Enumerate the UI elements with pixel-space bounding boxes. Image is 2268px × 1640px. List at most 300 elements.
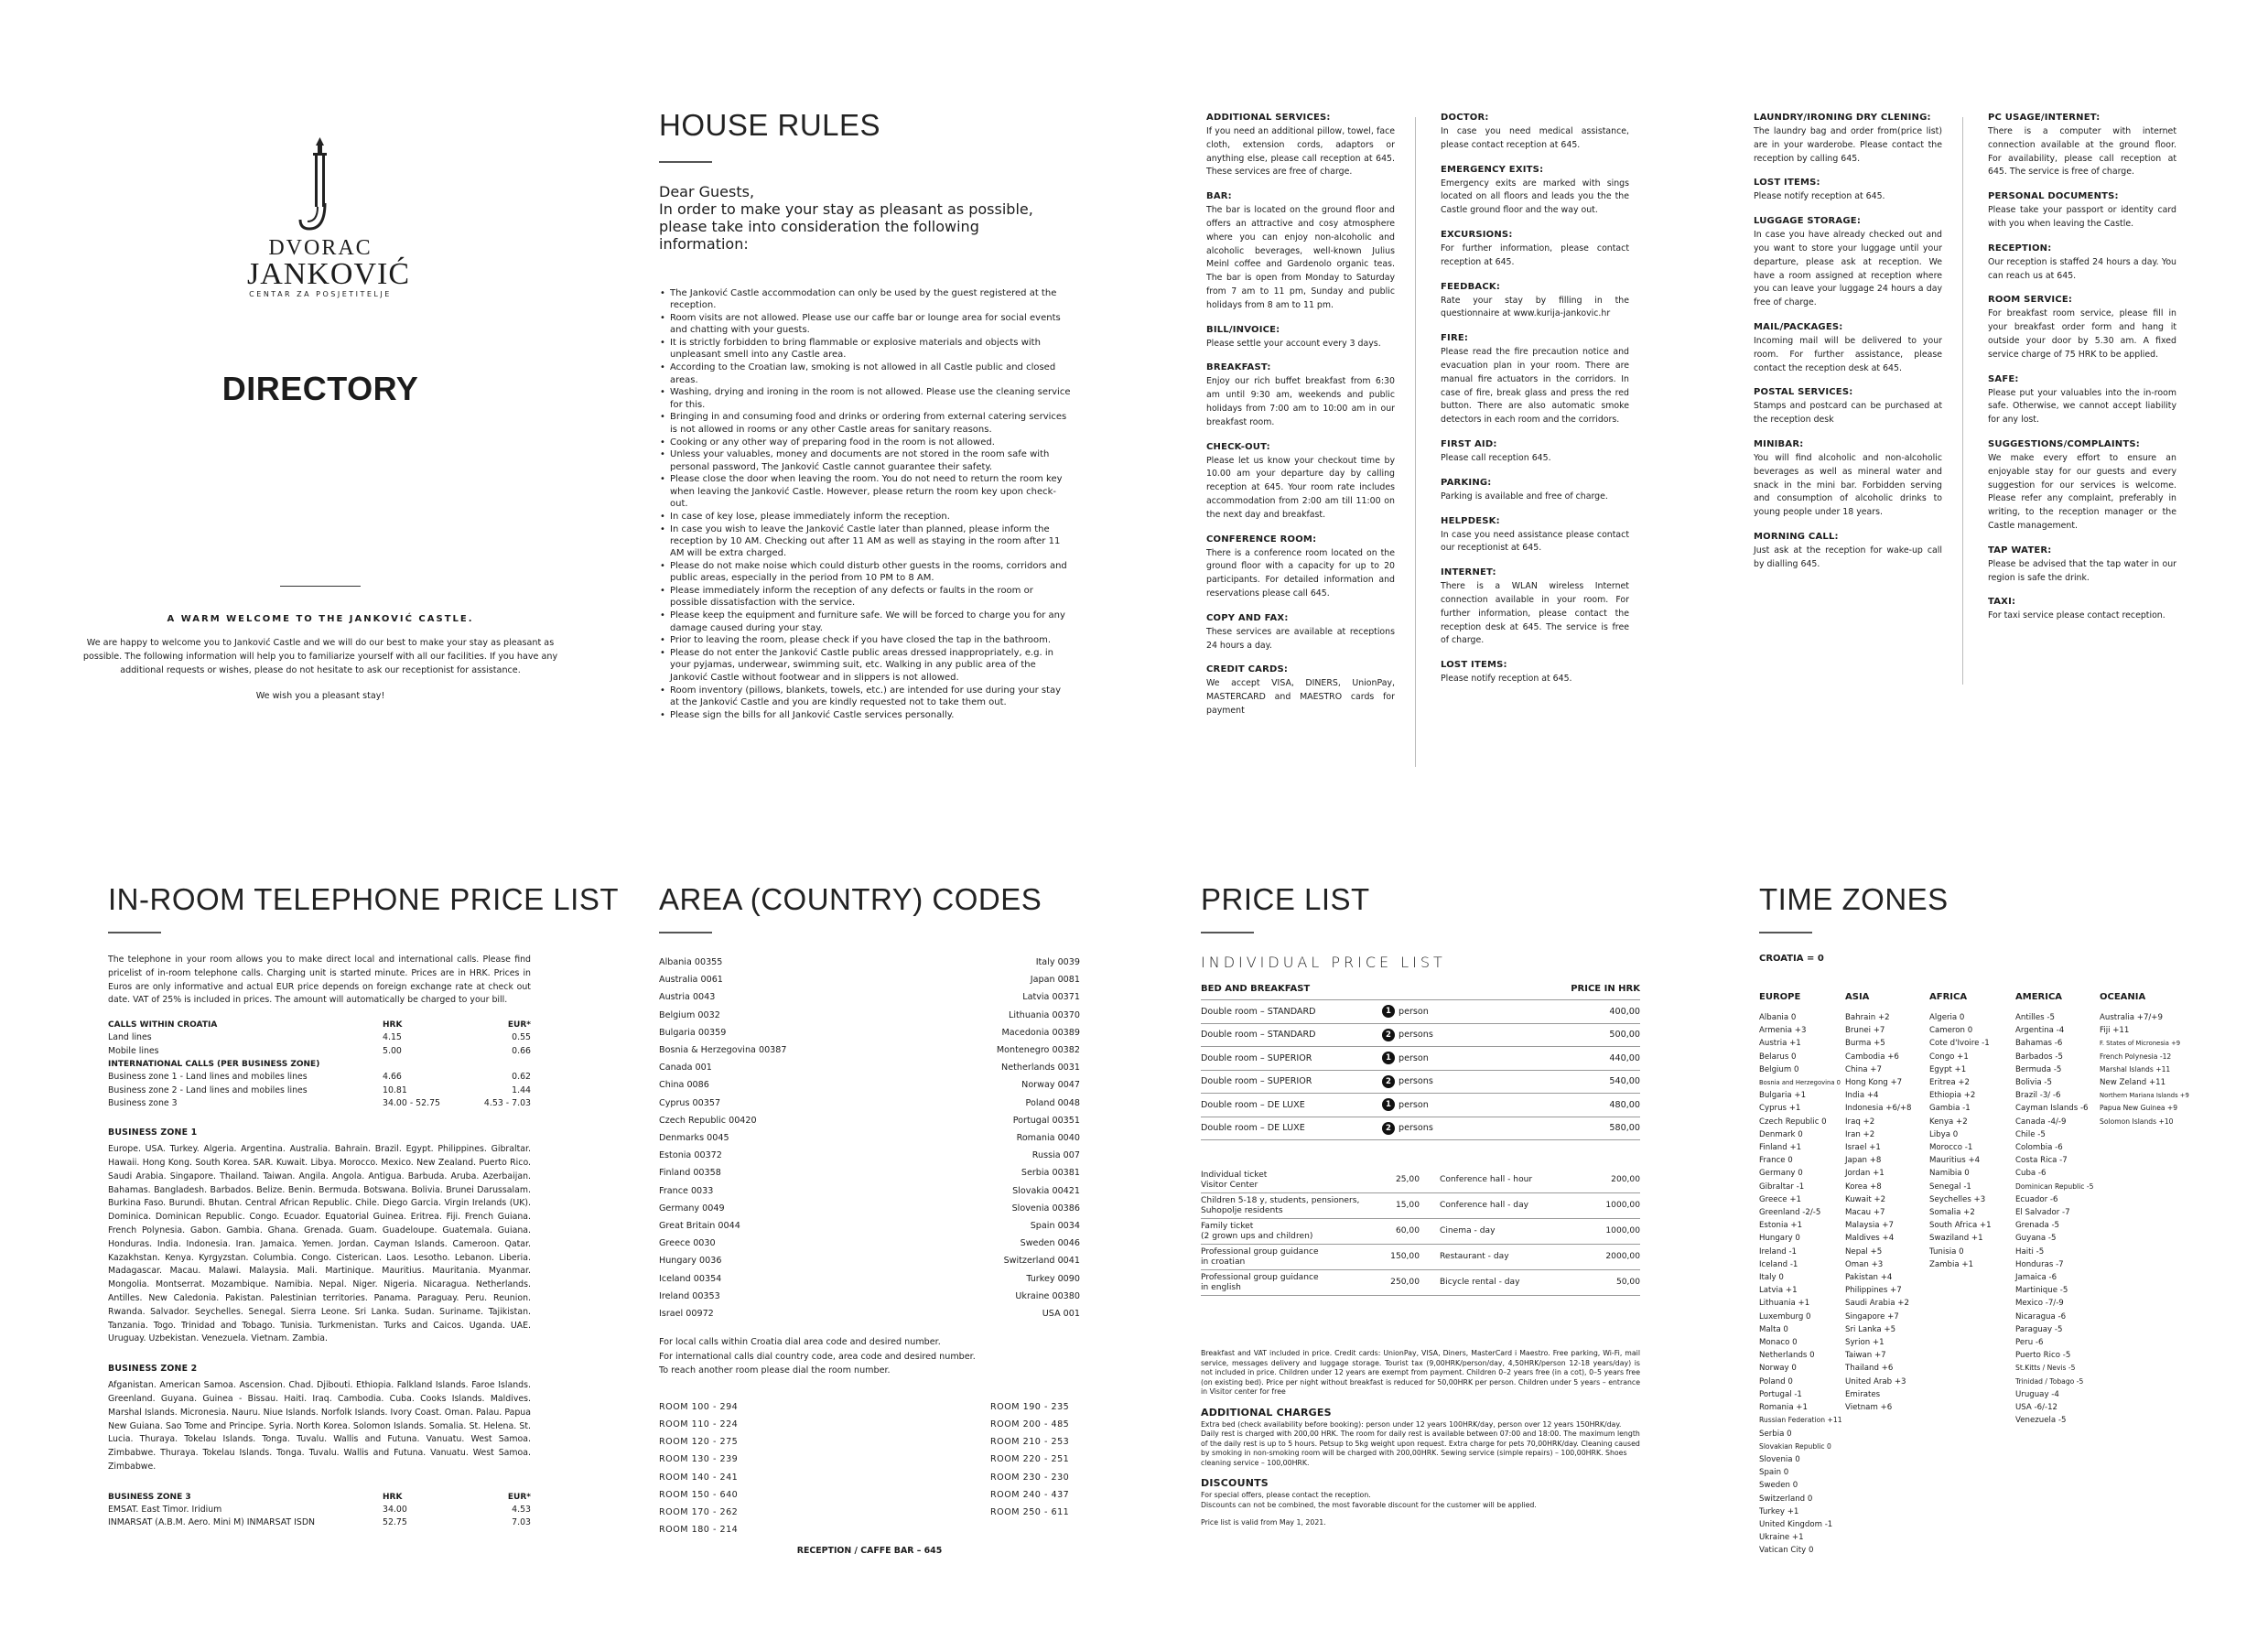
area-codes-panel: [659, 882, 1080, 1559]
country-offset: Hungary 0: [1759, 1234, 1800, 1244]
price-heading: PRICE IN HRK: [1571, 984, 1640, 994]
room-extension: ROOM 250 - 611: [990, 1506, 1070, 1517]
country-offset: Romania +1: [1759, 1403, 1808, 1413]
croatia-zone: CROATIA = 0: [1759, 954, 1824, 964]
rate-hrk: 5.00: [383, 1045, 402, 1056]
country-offset: Emirates: [1845, 1389, 1881, 1399]
service-text: Incoming mail will be delivered to your room. For further assistance, please contact the reception desk at 645.: [1754, 335, 1942, 373]
services-column-c: [1754, 112, 1942, 771]
service-heading: PERSONAL DOCUMENTS:: [1988, 191, 2119, 202]
country-code: Great Britain 0044: [659, 1221, 740, 1232]
service-text: There is a computer with internet connection available at the ground floor. For availability, please call reception at 645. The service is free of charge.: [1988, 126, 2176, 178]
service-heading: BREAKFAST:: [1206, 362, 1271, 373]
reception-number: RECEPTION / CAFFE BAR – 645: [796, 1546, 943, 1557]
country-code: Hungary 0036: [659, 1256, 722, 1267]
price-list-title: PRICE LIST: [1201, 882, 1370, 916]
country-offset: United Kingdom -1: [1759, 1519, 1833, 1529]
country-offset: Papua New Guinea +9: [2100, 1104, 2178, 1113]
country-offset: Ireland -1: [1759, 1246, 1798, 1257]
calls-header: [108, 1019, 531, 1031]
telephone-panel: [108, 882, 619, 1559]
country-offset: Libya 0: [1929, 1129, 1959, 1139]
service-heading: LOST ITEMS:: [1441, 660, 1507, 671]
country-code: Belgium 0032: [659, 1009, 720, 1020]
castle-j-logo-icon: [293, 137, 348, 240]
country-offset: France 0: [1759, 1156, 1793, 1166]
country-offset: Bosnia and Herzegovina 0: [1759, 1079, 1841, 1087]
country-offset: United Arab +3: [1845, 1376, 1906, 1386]
service-heading: TAXI:: [1988, 597, 2016, 608]
service-text: Just ask at the reception for wake-up call by dialling 645.: [1754, 545, 1942, 569]
country-code: Israel 00972: [659, 1309, 714, 1320]
service-heading: LUGGAGE STORAGE:: [1754, 216, 1862, 227]
room-price: 540,00: [1609, 1076, 1640, 1087]
service-text: Stamps and postcard can be purchased at the reception desk: [1754, 401, 1942, 426]
country-offset: Sri Lanka +5: [1845, 1324, 1896, 1334]
house-rule-item: • In case of key lose, please immediately inform the reception.: [659, 511, 1071, 523]
house-rule-item: • According to the Croatian law, smoking is not allowed in all Castle public and closed areas.: [659, 361, 1071, 386]
extra-item: Individual ticket Visitor Center: [1201, 1170, 1268, 1190]
rate-hrk: 52.75: [383, 1517, 407, 1528]
country-offset: Chile -5: [2015, 1129, 2046, 1139]
country-offset: Belarus 0: [1759, 1052, 1797, 1062]
title-rule: [659, 932, 712, 933]
country-offset: Cote d'Ivoire -1: [1929, 1039, 1990, 1049]
time-zone-column: [1845, 991, 1929, 1558]
country-offset: Norway 0: [1759, 1364, 1797, 1374]
zone3-header: [108, 1491, 531, 1504]
country-offset: Somalia +2: [1929, 1208, 1975, 1218]
person-label: person: [1399, 1099, 1429, 1110]
room-extension: ROOM 150 - 640: [659, 1489, 739, 1500]
country-offset: Cambodia +6: [1845, 1052, 1899, 1062]
country-offset: Denmark 0: [1759, 1129, 1803, 1139]
room-capacity: [1382, 1075, 1558, 1088]
person-count-badge: 2: [1382, 1029, 1395, 1041]
rate-eur: 7.03: [512, 1517, 531, 1528]
country-offset: Vatican City 0: [1759, 1546, 1814, 1556]
country-offset: Monaco 0: [1759, 1338, 1798, 1348]
person-label: persons: [1399, 1030, 1433, 1041]
cover-panel: [73, 137, 567, 741]
room-price: 400,00: [1609, 1006, 1640, 1017]
price-list-panel: [1201, 882, 1640, 1559]
extra-price-row: [1201, 1245, 1640, 1270]
country-offset: Burma +5: [1845, 1039, 1885, 1049]
price-subtitle: INDIVIDUAL PRICE LIST: [1201, 954, 1446, 971]
room-extension: ROOM 210 - 253: [990, 1437, 1070, 1448]
country-offset: Solomon Islands +10: [2100, 1117, 2174, 1126]
extra-price-row: [1201, 1219, 1640, 1245]
dial-note-1: For local calls within Croatia dial area code and desired number.: [659, 1337, 941, 1348]
room-price-row: [1201, 1000, 1640, 1024]
country-offset: Namibia 0: [1929, 1169, 1970, 1179]
room-extension: ROOM 200 - 485: [990, 1419, 1070, 1430]
house-rule-item: • Please do not enter the Janković Castle public areas dressed inappropriately, e.g. in your pyjamas, underwear, swimming suit, etc. Walking in any public area of the Janković Castle without footwear and in slippers is not allowed.: [659, 647, 1071, 684]
country-code: Netherlands 0031: [1001, 1063, 1080, 1074]
country-offset: French Polynesia -12: [2100, 1052, 2172, 1061]
country-offset: Bermuda -5: [2015, 1064, 2062, 1074]
zone2-heading: BUSINESS ZONE 2: [108, 1364, 198, 1375]
service-text: In case you need assistance please contact our receptionist at 645.: [1441, 529, 1629, 554]
service-text: For further information, please contact reception at 645.: [1441, 243, 1629, 267]
rate-name: Business zone 1 - Land lines and mobiles lines: [108, 1072, 308, 1083]
directory-title: DIRECTORY: [221, 370, 419, 407]
country-offset: Singapore +7: [1845, 1311, 1899, 1322]
country-offset: Iraq +2: [1845, 1117, 1875, 1127]
country-offset: Zambia +1: [1929, 1259, 1974, 1269]
title-rule: [108, 932, 161, 933]
person-label: persons: [1399, 1076, 1433, 1087]
room-price-row: [1201, 1047, 1640, 1071]
welcome-wish: We wish you a pleasant stay!: [255, 691, 385, 702]
country-offset: Trinidad / Tobago -5: [2015, 1376, 2084, 1386]
person-label: person: [1399, 1052, 1429, 1063]
service-heading: MORNING CALL:: [1754, 531, 1839, 542]
country-offset: Greece +1: [1759, 1194, 1801, 1204]
country-offset: Australia +7/+9: [2100, 1013, 2163, 1022]
col-eur: EUR*: [507, 1020, 531, 1030]
service-text: Please call reception 645.: [1441, 452, 1551, 463]
country-offset: Gambia -1: [1929, 1104, 1971, 1114]
services-column-d: [1988, 112, 2176, 771]
service-text: We make every effort to ensure an enjoyable stay for our guests and every suggestion for our services is welcome. Please refer any complaint, preferably in writing, to the reception manager or the Castle management.: [1988, 452, 2176, 531]
col-hrk: HRK: [383, 1020, 403, 1030]
country-offset: Vietnam +6: [1845, 1403, 1893, 1413]
time-zone-column: [2015, 991, 2100, 1558]
country-offset: Dominican Republic -5: [2015, 1181, 2094, 1191]
extra-price: 60,00: [1395, 1226, 1420, 1235]
person-count-badge: 2: [1382, 1122, 1395, 1135]
service-heading: LAUNDRY/IRONING DRY CLENING:: [1754, 113, 1931, 123]
country-offset: Kenya +2: [1929, 1117, 1968, 1127]
service-text: In case you have already checked out and you want to store your luggage until your departure, please ask at reception. We have a room assigned at reception where you can leave your luggage 24 hours a day free of charge.: [1754, 230, 1942, 308]
extra-price-row: [1201, 1168, 1640, 1193]
service-heading: EXCURSIONS:: [1441, 229, 1513, 240]
country-code: USA 001: [1042, 1309, 1080, 1320]
country-offset: Colombia -6: [2015, 1143, 2063, 1153]
country-offset: Haiti -5: [2015, 1246, 2045, 1257]
room-extension: ROOM 180 - 214: [659, 1525, 739, 1536]
zone2-text: Afganistan. American Samoa. Ascension. Chad. Djibouti. Ethiopia. Falkland Islands. Faroe Islands. Greenland. Guyana. Guinea - Bissau. Haiti. Iraq. Cambodia. Cuba. Cooks Islands. Maldives. Marshal Islands. Micronesia. Nauru. Niue Islands. Norfolk Islands. Ivory Coast. Oman. Palau. Papua New Guiana. Sao Tome and Principe. Syria. North Korea. Solomon Islands. Somalia. St. Helena. St. Lucia. Thuraya. Tokelau Islands. Tonga. Tuvalu. Wallis and Futuna. Vanuatu. West Samoa. Zimbabwe. Thuraya. Tokelau Islands. Tonga. Tuvalu. Wallis and Futuna. Vanuatu. West Samoa. Zimbabwe.: [108, 1380, 531, 1472]
service-text: The bar is located on the ground floor and offers an attractive and cosy atmosphere where you can enjoy non-alcoholic and alcoholic beverages, well-known Julius Meinl coffee and Gardenolo organic teas. The bar is open from Monday to Saturday from 7 am to 11 pm, Sunday and public holidays from 8 am to 11 pm.: [1206, 205, 1395, 310]
service-heading: BAR:: [1206, 191, 1232, 202]
room-price-row: [1201, 1024, 1640, 1048]
service-heading: SUGGESTIONS/COMPLAINTS:: [1988, 438, 2140, 449]
country-offset: Swaziland +1: [1929, 1234, 1983, 1244]
extra-price-row: [1201, 1270, 1640, 1296]
facility-item: Conference hall - hour: [1440, 1175, 1533, 1184]
rooms-left-list: [659, 1398, 990, 1539]
room-type: Double room – DE LUXE: [1201, 1099, 1305, 1110]
country-offset: Ecuador -6: [2015, 1194, 2058, 1204]
country-offset: Oman +3: [1845, 1259, 1884, 1269]
country-offset: Bahrain +2: [1845, 1013, 1890, 1022]
country-offset: Latvia +1: [1759, 1286, 1798, 1296]
service-text: Emergency exits are marked with sings located on all floors and leads you the the Castle ground floor and the way out.: [1441, 178, 1629, 216]
service-heading: DOCTOR:: [1441, 113, 1489, 123]
price-validity: Price list is valid from May 1, 2021.: [1201, 1518, 1326, 1527]
country-offset: Saudi Arabia +2: [1845, 1299, 1909, 1309]
room-capacity: [1382, 1005, 1558, 1018]
country-offset: Antilles -5: [2015, 1013, 2055, 1022]
country-code: Macedonia 00389: [1001, 1027, 1080, 1038]
discounts-text-2: Discounts can not be combined, the most favorable discount for the customer will be applied.: [1201, 1500, 1537, 1509]
country-code: Lithuania 00370: [1008, 1009, 1080, 1020]
country-code: Norway 0047: [1021, 1080, 1080, 1091]
country-offset: China +7: [1845, 1064, 1882, 1074]
house-rule-item: • It is strictly forbidden to bring flammable or explosive materials and objects with unpleasant smell into any Castle area.: [659, 337, 1071, 361]
area-codes-title: AREA (COUNTRY) CODES: [659, 882, 1042, 916]
rate-eur: 4.53 - 7.03: [483, 1097, 531, 1108]
country-offset: Tunisia 0: [1929, 1246, 1964, 1257]
country-offset: New Zeland +11: [2100, 1078, 2166, 1088]
country-offset: Fiji +11: [2100, 1026, 2130, 1036]
zone1-text: Europe. USA. Turkey. Algeria. Argentina. Australia. Bahrain. Brazil. Egypt. Philippines. Gibraltar. Hawaii. Hong Kong. South Korea. SAR. Kuwait. Libya. Morocco. Mexico. New Zealand. Puerto Rico. Saudi Arabia. Singapore. Thailand. Taiwan. Angila. Angola. Antigua. Barbuda. Aruba. Azerbaijan. Bahamas. Bangladesh. Barbados. Belize. Benin. Bermuda. Botswana. Bolivia. Brunei Darussalam. Burkina Faso. Burundi. Bhutan. Central African Republic. Chile. Diego Garcia. Virgin Irelands (UK). Dominica. Dominican Republic. Congo. Ecuador. Equatorial Guinea. Eritrea. Fiji. French Guiana. French Polynesia. Gabon. Gambia. Ghana. Grenada. Guam. Guadeloupe. Guatemala. Guiana. Honduras. India. Indonesia. Iran. Jamaica. Yemen. Jordan. Cayman Islands. Cameroon. Qatar. Kazakhstan. Kenya. Kyrgyzstan. Columbia. Congo. Cisterican. Laos. Lesotho. Lebanon. Liberia. Madagascar. Macau. Malawi. Malaysia. Mali. Martinique. Mauritius. Mauritania. Myanmar. Mongolia. Montserrat. Mozambique. Namibia. Nepal. Niger. Nigeria. Nicaragua. Netherlands. Antilles. New Caledonia. Pakistan. Palestinian territories. Panama. Paraguay. Peru. Reunion. Rwanda. Salvador. Seychelles. Senegal. Sierra Leone. Sri Lanka. Sudan. Suriname. Tajikistan. Tanzania. Togo. Trinidad and Tobago. Tunisia. Turkmenistan. Turks and Caicos. Uganda. UAE. Uruguay. Uzbekistan. Venezuela. Vietnam. Zambia.: [108, 1144, 531, 1344]
country-offset: Malaysia +7: [1845, 1221, 1894, 1231]
extras-table: [1201, 1168, 1640, 1296]
country-offset: Martinique -5: [2015, 1286, 2068, 1296]
service-heading: PC USAGE/INTERNET:: [1988, 113, 2101, 123]
extra-price: 25,00: [1395, 1175, 1420, 1184]
country-offset: Thailand +6: [1845, 1364, 1894, 1374]
country-offset: Marshal Islands +11: [2100, 1064, 2171, 1074]
service-heading: MAIL/PACKAGES:: [1754, 321, 1843, 332]
room-extension: ROOM 130 - 239: [659, 1454, 739, 1465]
service-text: We accept VISA, DINERS, UnionPay, MASTERCARD and MAESTRO cards for payment: [1206, 678, 1395, 716]
region-heading: OCEANIA: [2100, 992, 2146, 1002]
room-type: Double room – STANDARD: [1201, 1006, 1316, 1017]
person-label: persons: [1399, 1123, 1433, 1134]
country-offset: Cuba -6: [2015, 1169, 2047, 1179]
room-price: 500,00: [1609, 1030, 1640, 1041]
title-rule: [1759, 932, 1812, 933]
country-offset: Barbados -5: [2015, 1052, 2063, 1062]
room-extension: ROOM 170 - 262: [659, 1506, 739, 1517]
rate-name: INMARSAT (A.B.M. Aero. Mini M) INMARSAT ISDN: [108, 1517, 316, 1528]
greeting: Dear Guests,: [659, 183, 755, 200]
service-heading: POSTAL SERVICES:: [1754, 387, 1853, 398]
service-text: Please be advised that the tap water in our region is safe the drink.: [1988, 558, 2176, 583]
facility-price: 1000,00: [1605, 1226, 1640, 1235]
country-code: Romania 0040: [1016, 1133, 1080, 1144]
service-text: These services are available at receptions 24 hours a day.: [1206, 626, 1395, 651]
service-text: There is a WLAN wireless Internet connection available in your room. For further information, please contact the reception desk at 645. The service is free of charge.: [1441, 581, 1629, 646]
bb-header: [1201, 984, 1640, 1000]
service-text: Please notify reception at 645.: [1441, 674, 1572, 685]
region-heading: AMERICA: [2015, 992, 2063, 1002]
person-count-badge: 1: [1382, 1005, 1395, 1018]
country-code: Greece 0030: [659, 1238, 716, 1249]
service-heading: RECEPTION:: [1988, 243, 2052, 254]
country-code: Japan 0081: [1030, 975, 1080, 986]
country-code: Poland 0048: [1025, 1097, 1080, 1108]
rate-eur: 0.66: [512, 1045, 531, 1056]
room-extension: ROOM 120 - 275: [659, 1437, 739, 1448]
country-offset: Guyana -5: [2015, 1234, 2057, 1244]
service-heading: MINIBAR:: [1754, 438, 1804, 449]
room-extension: ROOM 230 - 230: [990, 1472, 1070, 1483]
house-rule-item: • Please close the door when leaving the room. You do not need to return the room key when leaving the Janković Castle. However, please return the room key upon check-out.: [659, 473, 1071, 510]
facility-price: 50,00: [1615, 1278, 1640, 1287]
service-text: Parking is available and free of charge.: [1441, 491, 1608, 502]
house-rule-item: • Cooking or any other way of preparing food in the room is not allowed.: [659, 437, 1071, 448]
country-code: Serbia 00381: [1021, 1168, 1080, 1179]
country-code: Spain 0034: [1030, 1221, 1080, 1232]
rate-eur: 0.55: [512, 1032, 531, 1043]
country-offset: Taiwan +7: [1845, 1351, 1886, 1361]
divider-line-c: [1962, 117, 1963, 685]
room-price-row: [1201, 1071, 1640, 1095]
country-offset: Spain 0: [1759, 1468, 1789, 1478]
additional-text: Extra bed (check availability before booking): person under 12 years 100HRK/day, person over 12 years 150HRK/day. Daily rest is charged with 200,00 HRK. The room for daily rest is available between 07:00 and 18:00. The maximum length of the daily rest is up to 5 hours. Petsup to 5kg weight upon request. Extra charge for pets 70,00HRK/day. Cleaning caused by smoking in non-smoking room will be charged with 200,00HRK. Sewing service (simple repairs) – 100,00HRK. Shoes cleaning service – 100,00HRK.: [1201, 1419, 1640, 1467]
country-offset: Cayman Islands -6: [2015, 1104, 2089, 1114]
country-offset: Northern Mariana Islands +9: [2100, 1092, 2189, 1100]
country-offset: Honduras -7: [2015, 1259, 2064, 1269]
extra-price: 150,00: [1390, 1252, 1420, 1261]
country-offset: Grenada -5: [2015, 1221, 2060, 1231]
house-rule-item: • Room inventory (pillows, blankets, towels, etc.) are intended for use during your stay at the Janković Castle and you are kindly requested not to take them out.: [659, 685, 1071, 709]
room-extension: ROOM 100 - 294: [659, 1401, 739, 1412]
house-rule-item: • Please do not make noise which could disturb other guests in the rooms, corridors and public areas, especially in the period from 10 PM to 8 AM.: [659, 560, 1071, 585]
country-code: Germany 0049: [659, 1203, 725, 1214]
time-zone-column: [1759, 991, 1845, 1558]
service-text: Please put your valuables into the in-room safe. Otherwise, we cannot accept liability for any lost.: [1988, 387, 2176, 426]
service-heading: FEEDBACK:: [1441, 281, 1501, 292]
rate-hrk: 34.00 - 52.75: [383, 1097, 441, 1108]
person-label: person: [1399, 1006, 1429, 1017]
rate-hrk: 10.81: [383, 1084, 407, 1095]
service-heading: CREDIT CARDS:: [1206, 664, 1289, 675]
country-offset: Switzerland 0: [1759, 1494, 1813, 1504]
extra-item: Family ticket (2 grown ups and children): [1201, 1221, 1313, 1241]
country-offset: Italy 0: [1759, 1273, 1784, 1283]
service-heading: CONFERENCE ROOM:: [1206, 534, 1317, 545]
extra-price: 250,00: [1390, 1278, 1420, 1287]
service-heading: ADDITIONAL SERVICES:: [1206, 113, 1331, 123]
country-offset: Peru -6: [2015, 1338, 2044, 1348]
col-hrk: HRK: [383, 1492, 403, 1502]
services-column-a: [1206, 112, 1395, 771]
country-code: Sweden 0046: [1020, 1238, 1080, 1249]
country-offset: Netherlands 0: [1759, 1351, 1815, 1361]
house-rule-item: • Prior to leaving the room, please check if you have closed the tap in the bathroom.: [659, 634, 1071, 646]
room-extension: ROOM 240 - 437: [990, 1489, 1070, 1500]
country-offset: Iran +2: [1845, 1129, 1875, 1139]
service-text: In case you need medical assistance, please contact reception at 645.: [1441, 126, 1629, 150]
country-offset: Eritrea +2: [1929, 1078, 1971, 1088]
service-text: Please settle your account every 3 days.: [1206, 338, 1381, 349]
country-code: China 0086: [659, 1080, 709, 1091]
zone1-heading: BUSINESS ZONE 1: [108, 1128, 198, 1138]
country-code: Turkey 0090: [1026, 1273, 1080, 1284]
service-text: Please notify reception at 645.: [1754, 191, 1885, 202]
country-code: Finland 00358: [659, 1168, 721, 1179]
room-capacity: [1382, 1098, 1558, 1111]
room-price: 440,00: [1609, 1052, 1640, 1063]
country-code: Switzerland 0041: [1003, 1256, 1080, 1267]
rate-hrk: 34.00: [383, 1505, 407, 1516]
service-heading: CHECK-OUT:: [1206, 441, 1270, 452]
brand-tagline: CENTAR ZA POSJETITELJE: [249, 290, 392, 298]
room-extension: ROOM 220 - 251: [990, 1454, 1070, 1465]
service-heading: LOST ITEMS:: [1754, 178, 1820, 189]
country-code: Canada 001: [659, 1063, 712, 1074]
country-offset: Portugal -1: [1759, 1389, 1802, 1399]
country-offset: Sweden 0: [1759, 1481, 1798, 1491]
room-extension: ROOM 190 - 235: [990, 1401, 1070, 1412]
house-rules-title: HOUSE RULES: [659, 108, 881, 142]
codes-lists: [659, 954, 1080, 1322]
telephone-title: IN-ROOM TELEPHONE PRICE LIST: [108, 882, 619, 916]
country-offset: Pakistan +4: [1845, 1273, 1893, 1283]
country-offset: Albania 0: [1759, 1013, 1797, 1022]
country-offset: Canada -4/-9: [2015, 1117, 2067, 1127]
room-extension: ROOM 110 - 224: [659, 1419, 739, 1430]
facility-item: Conference hall - day: [1440, 1201, 1529, 1210]
title-rule: [659, 161, 712, 163]
country-code: France 0033: [659, 1185, 714, 1196]
castle-logo: [247, 137, 410, 298]
codes-left-list: [659, 954, 786, 1322]
service-heading: INTERNET:: [1441, 567, 1496, 578]
country-offset: India +4: [1845, 1091, 1879, 1101]
country-offset: Austria +1: [1759, 1039, 1801, 1049]
service-text: The laundry bag and order from(price list) are in your warderobe. Please contact the reception by calling 645.: [1754, 126, 1942, 164]
rate-row: [108, 1071, 531, 1084]
country-code: Denmarks 0045: [659, 1133, 729, 1144]
country-offset: Senegal -1: [1929, 1181, 1971, 1192]
service-heading: COPY AND FAX:: [1206, 612, 1289, 623]
service-heading: ROOM SERVICE:: [1988, 295, 2073, 306]
country-offset: Poland 0: [1759, 1376, 1793, 1386]
country-offset: Cyprus +1: [1759, 1104, 1801, 1114]
extra-price-row: [1201, 1193, 1640, 1219]
country-offset: Finland +1: [1759, 1143, 1802, 1153]
service-heading: BILL/INVOICE:: [1206, 324, 1280, 335]
country-offset: F. States of Micronesia +9: [2100, 1040, 2181, 1048]
rate-name: Land lines: [108, 1032, 152, 1043]
rate-hrk: 4.66: [383, 1072, 402, 1083]
country-offset: Egypt +1: [1929, 1064, 1967, 1074]
country-code: Czech Republic 00420: [659, 1115, 757, 1126]
discounts-text-1: For special offers, please contact the reception.: [1201, 1491, 1371, 1499]
country-offset: St.Kitts / Nevis -5: [2015, 1364, 2076, 1373]
facility-price: 2000,00: [1605, 1252, 1640, 1261]
country-offset: Belgium 0: [1759, 1064, 1799, 1074]
country-code: Italy 0039: [1035, 957, 1080, 967]
country-offset: Serbia 0: [1759, 1429, 1792, 1439]
rate-row: [108, 1097, 531, 1110]
country-code: Iceland 00354: [659, 1273, 722, 1284]
country-offset: Mauritius +4: [1929, 1156, 1981, 1166]
room-capacity: [1382, 1052, 1558, 1064]
country-code: Portugal 00351: [1012, 1115, 1080, 1126]
country-offset: Puerto Rico -5: [2015, 1351, 2071, 1361]
rate-name: Mobile lines: [108, 1045, 159, 1056]
country-offset: Hong Kong +7: [1845, 1078, 1903, 1088]
country-offset: Indonesia +6/+8: [1845, 1104, 1912, 1114]
facility-price: 1000,00: [1605, 1201, 1640, 1210]
country-offset: Brazil -3/ -6: [2015, 1091, 2061, 1101]
country-code: Bosnia & Herzegovina 00387: [659, 1045, 787, 1056]
country-code: Slovakia 00421: [1012, 1185, 1080, 1196]
house-rule-item: • In case you wish to leave the Janković Castle later than planned, please inform the reception by 10 AM. Checking out after 11 AM as well as staying in the room after 11 AM will be extra charged.: [659, 523, 1071, 560]
country-offset: Paraguay -5: [2015, 1324, 2063, 1334]
price-footnote: Breakfast and VAT included in price. Credit cards: UnionPay, VISA, Diners, MasterCard i Maestro. Free parking, Wi-Fi, mail service, messages delivery and luggage storage. Tourist tax (9,00HRK/person/day, 4,50HRK/person 12-18 years/day) is not included in price. Children under 12 years are exempt from payment. Children 0–2 years free (in a cot), 0–5 years free (on existing bed). Price per night without breakfast is reduced for 50,00HRK per person. Children under 5 years – entrance in Visitor center for free: [1201, 1349, 1640, 1396]
telephone-intro: The telephone in your room allows you to make direct local and international calls. Please find pricelist of in-room telephone calls. Charging unit is started minute. Prices are in HRK. Prices in Euros are only informative and actual EUR price depends on foreign exchange rate at check out date. VAT of 25% is included in prices. The amount will automatically be charged to your bill.: [108, 955, 531, 1006]
service-heading: HELPDESK:: [1441, 515, 1500, 526]
